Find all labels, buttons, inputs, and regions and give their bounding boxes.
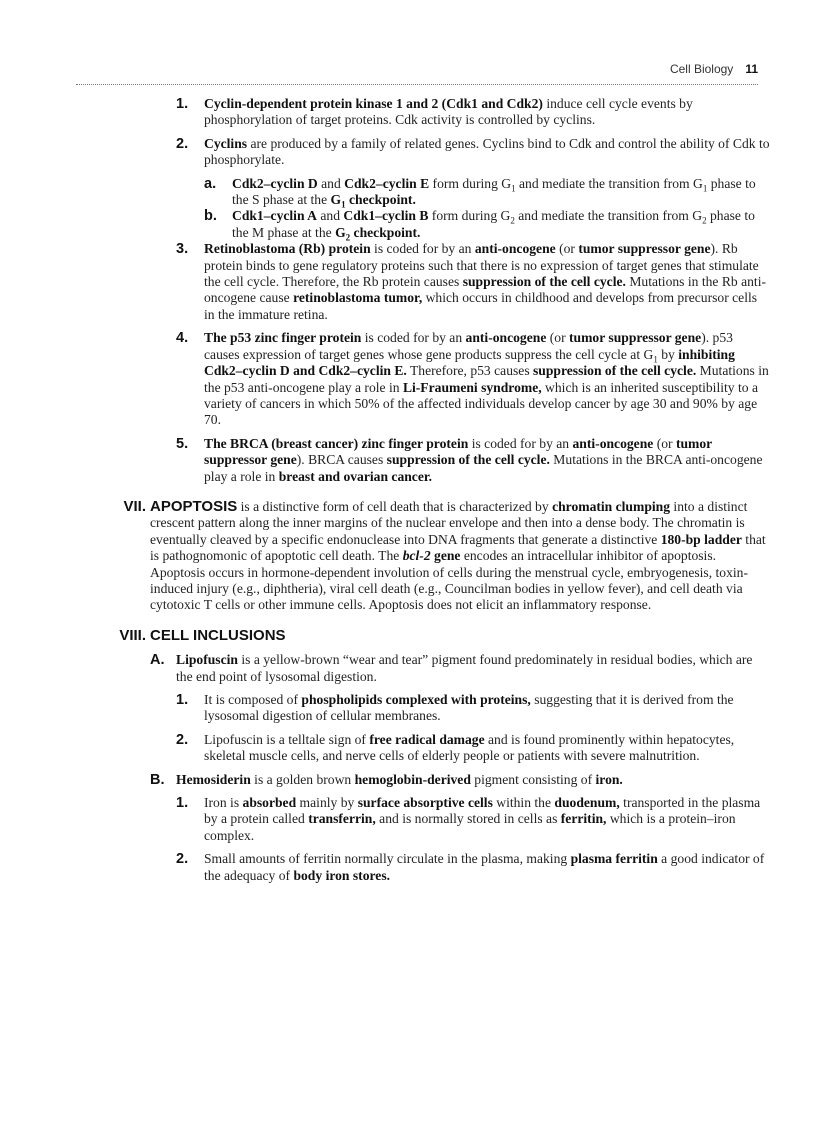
item-i1: 1. Cyclin-dependent protein kinase 1 and 2 (Cdk1 and Cdk2) induce cell cycle events by phosphorylation of target proteins. Cdk activity is controlled by cyclins. (176, 96, 693, 128)
header-rule (76, 84, 758, 85)
item-B1: 1. Iron is absorbed mainly by surface absorptive cells within the duodenum, transported in the plasma by a protein called transferrin, and is normally stored in cells as ferritin, which is a protein–iron complex. (176, 795, 761, 843)
item-s7: VII. APOPTOSIS is a distinctive form of cell death that is characterized by chromatin clumping into a distinct crescent pattern along the inner margins of the nuclear envelope and then into a dense body. The chromatin is eventually cleaved by a specific endonuclease into DNA fragments that generate a distinctive 180-bp ladder that is pathognomonic of apoptotic cell death. The bcl-2 gene encodes an intracellular inhibitor of apoptosis. Apoptosis occurs in hormone-dependent involution of cells during the menstrual cycle, embryogenesis, toxin-induced injury (e.g., diphtheria), viral cell death (e.g., Councilman bodies in yellow fever), and cell death via cytotoxic T cells or other immune cells. Apoptosis does not elicit an inflammatory response. (0, 499, 816, 614)
item-label: 5. (176, 435, 189, 452)
item-label: 1. (176, 795, 189, 812)
running-title: Cell Biology (669, 62, 734, 76)
item-label: 3. (176, 241, 189, 258)
item-label: A. (150, 652, 165, 669)
item-B: B. Hemosiderin is a golden brown hemoglobin-derived pigment consisting of iron. (150, 771, 623, 788)
item-label: 2. (176, 731, 189, 748)
page-number: 11 (745, 62, 758, 76)
item-label: b. (204, 208, 217, 225)
item-i2a: a. Cdk2–cyclin D and Cdk2–cyclin E form during $G_1$ and mediate the transition from $G_1$ phase to the S phase at the $G_1$ checkpoint. (204, 175, 756, 210)
item-label: 4. (176, 330, 189, 347)
item-s8: VIII. CELL INCLUSIONS (0, 628, 816, 644)
item-label: VIII. (119, 626, 146, 644)
item-label: 1. (176, 96, 189, 112)
item-label: B. (150, 771, 165, 788)
item-label: 2. (176, 851, 189, 868)
body-text (0, 96, 816, 891)
item-A: A. Lipofuscin is a yellow-brown “wear and tear” pigment found predominately in residual bodies, which are the end point of lysosomal digestion. (150, 652, 753, 684)
item-A1: 1. It is composed of phospholipids complexed with proteins, suggesting that it is derived from the lysosomal digestion of cellular membranes. (176, 692, 734, 724)
item-B2: 2. Small amounts of ferritin normally circulate in the plasma, making plasma ferritin a good indicator of the adequacy of body iron stores. (176, 851, 765, 883)
item-label: VII. (123, 497, 146, 515)
item-label: 1. (176, 692, 189, 708)
item-i5: 5. The BRCA (breast cancer) zinc finger protein is coded for by an anti-oncogene (or tumor suppressor gene). BRCA causes suppression of the cell cycle. Mutations in the BRCA anti-oncogene play a role in breast and ovarian cancer. (176, 435, 763, 484)
item-i3: 3. Retinoblastoma (Rb) protein is coded for by an anti-oncogene (or tumor suppressor gene). Rb protein binds to gene regulatory proteins such that there is no expression of target genes that stimulate the cell cycle. Therefore, the Rb protein causes suppression of the cell cycle. Mutations in the Rb anti-oncogene cause retinoblastoma tumor, which occurs in childhood and develops from precursor cells in the immature retina. (176, 241, 767, 322)
item-label: 2. (176, 135, 189, 152)
item-i4: 4. The p53 zinc finger protein is coded for by an anti-oncogene (or tumor suppressor gene). p53 causes expression of target genes whose gene products suppress the cell cycle at $G_1$ by inhibiting Cdk2–cyclin D and Cdk2–cyclin E. Therefore, p53 causes suppression of the cell cycle. Mutations in the p53 anti-oncogene play a role in Li-Fraumeni syndrome, which is an inherited susceptibility to a variety of cancers in which 50% of the affected individuals develop cancer by age 30 and 90% by age 70. (176, 330, 769, 428)
running-header (670, 62, 758, 76)
item-label: a. (204, 175, 217, 192)
item-i2: 2. Cyclins are produced by a family of related genes. Cyclins bind to Cdk and control the ability of Cdk to phosphorylate. (176, 135, 770, 168)
item-A2: 2. Lipofuscin is a telltale sign of free radical damage and is found prominently within hepatocytes, skeletal muscle cells, and nerve cells of elderly people or patients with severe malnutrition. (176, 731, 735, 764)
item-i2b: b. Cdk1–cyclin A and Cdk1–cyclin B form during $G_2$ and mediate the transition from $G_2$ phase to the M phase at the $G_2$ checkpoint. (204, 208, 755, 243)
